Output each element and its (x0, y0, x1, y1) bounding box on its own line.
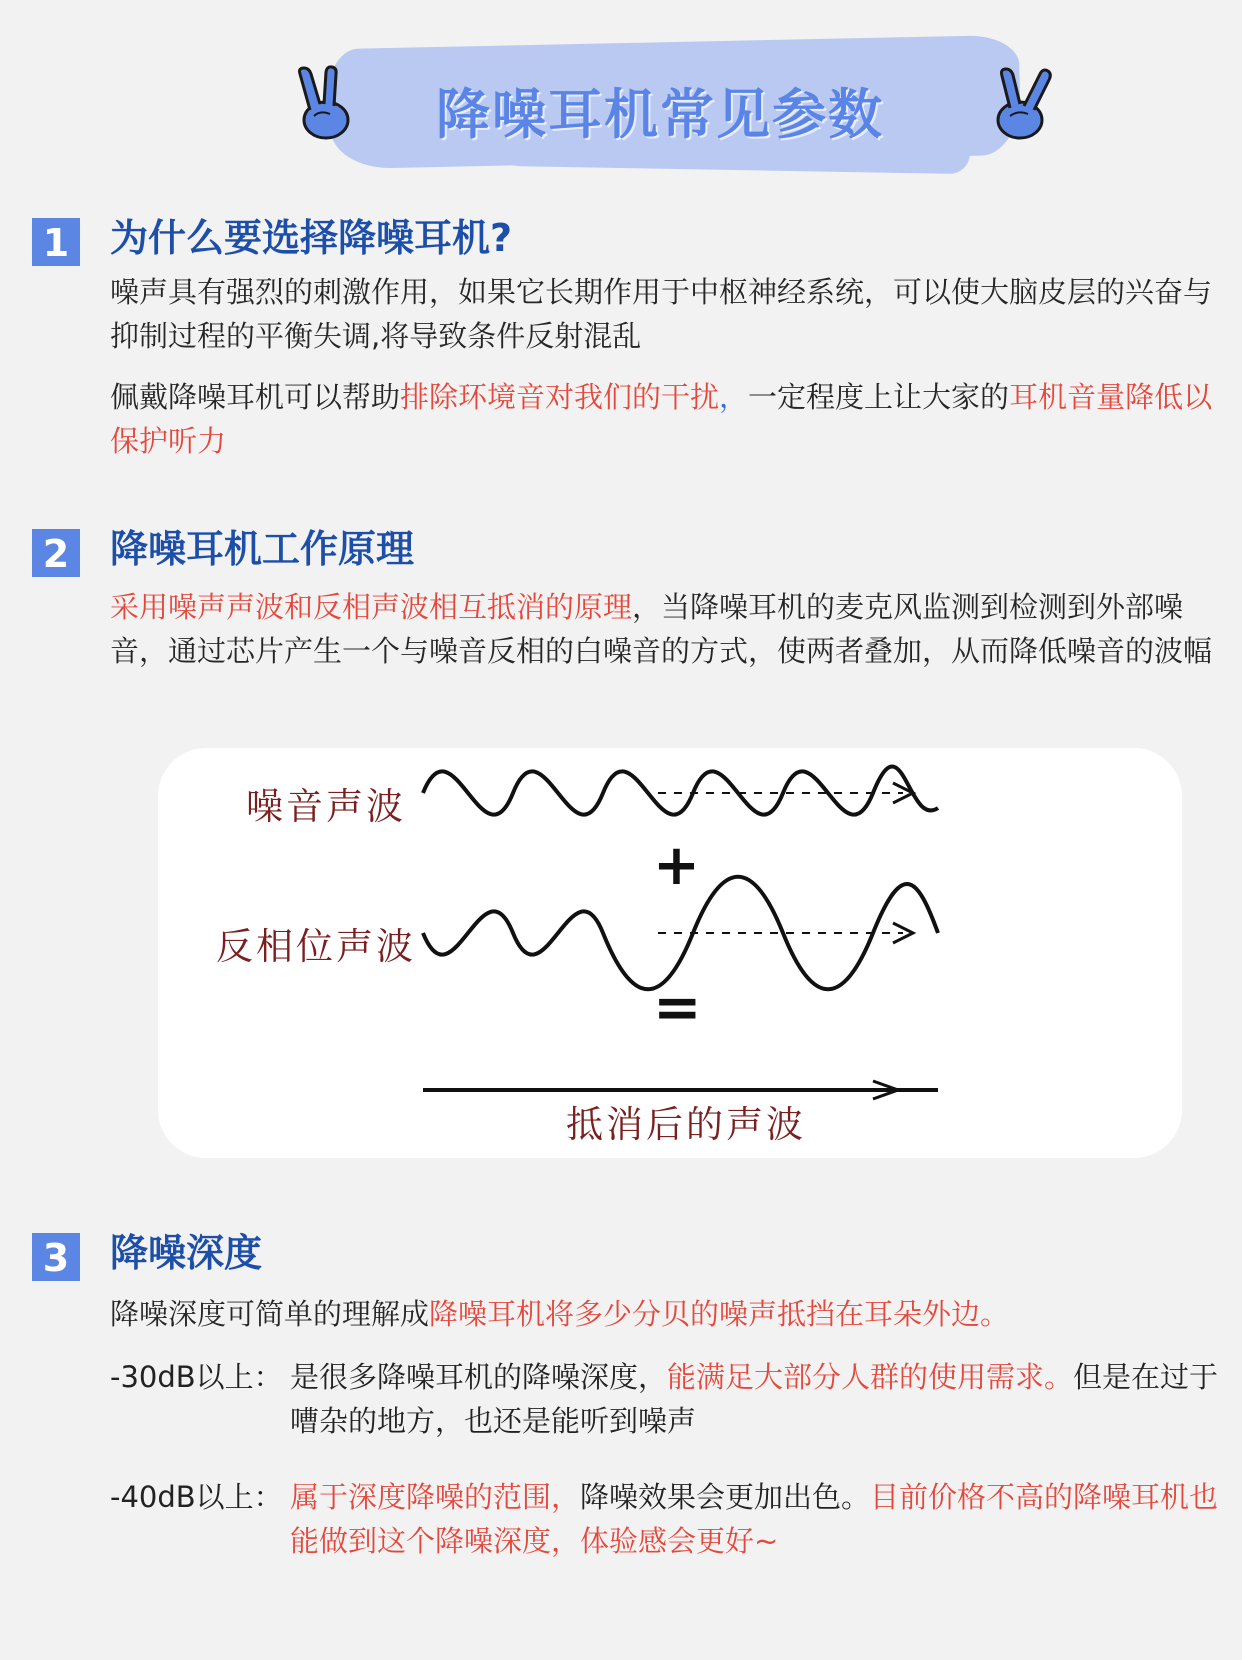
noise-wave-label: 噪音声波 (246, 785, 406, 828)
paragraph: 噪声具有强烈的刺激作用，如果它长期作用于中枢神经系统，可以使大脑皮层的兴奋与抑制过程的平衡失调,将导致条件反射混乱 (110, 275, 1213, 353)
page-title: 降噪耳机常见参数 (436, 83, 884, 146)
depth-key: -40dB以上： (110, 1480, 283, 1514)
text-run: ，当降噪耳机的麦克风监测到检测到外部噪音，通过芯片产生一个与噪音反相的白噪音的方式，使两者叠加，从而降低噪音的波幅 (110, 590, 1213, 668)
highlight-text: 耳机音量降低以保护听力 (110, 380, 1213, 458)
plus-sign: + (653, 833, 700, 898)
text-run: 降噪效果会更加出色。 (580, 1480, 871, 1514)
noise-wave (423, 766, 938, 814)
section-number-badge: 3 (32, 1233, 80, 1281)
victory-hand-icon (988, 64, 1058, 144)
section-number-badge: 1 (32, 218, 80, 266)
result-wave-label: 抵消后的声波 (566, 1103, 806, 1146)
text-run: 佩戴降噪耳机可以帮助 (110, 380, 401, 414)
highlight-text: 能满足大部分人群的使用需求。 (667, 1360, 1074, 1394)
paragraph-highlighted (110, 1292, 1230, 1336)
paragraph-highlighted (110, 375, 1230, 463)
equals-sign: = (653, 973, 702, 1041)
highlight-text: 属于深度降噪的范围， (290, 1480, 581, 1514)
text-run: 是很多降噪耳机的降噪深度， (290, 1360, 668, 1394)
victory-hand-icon (290, 64, 360, 144)
depth-item-30db (110, 1355, 1230, 1443)
depth-key: -30dB以上： (110, 1360, 283, 1394)
text-run: 降噪深度可简单的理解成 (110, 1297, 430, 1331)
wave-cancellation-diagram (158, 748, 1182, 1158)
highlight-text: 降噪耳机将多少分贝的噪声抵挡在耳朵外边。 (429, 1297, 1010, 1331)
highlight-text: 目前价格不高的降噪耳机也能做到这个降噪深度，体验感会更好~ (290, 1480, 1219, 1558)
depth-item-40db (110, 1475, 1230, 1563)
anti-phase-wave-label: 反相位声波 (216, 925, 416, 968)
paragraph-highlighted (110, 585, 1230, 673)
highlight-text: 采用噪声声波和反相声波相互抵消的原理 (110, 590, 633, 624)
text-run: ， (719, 380, 749, 414)
text-run: 但是在过于嘈杂的地方，也还是能听到噪声 (290, 1360, 1219, 1438)
section-title: 降噪耳机工作原理 (110, 527, 415, 571)
section-title: 降噪深度 (110, 1231, 263, 1275)
section-number-badge: 2 (32, 529, 80, 577)
highlight-text: 排除环境音对我们的干扰 (400, 380, 720, 414)
text-run: 一定程度上让大家的 (748, 380, 1010, 414)
section-title: 为什么要选择降噪耳机? (110, 216, 513, 260)
